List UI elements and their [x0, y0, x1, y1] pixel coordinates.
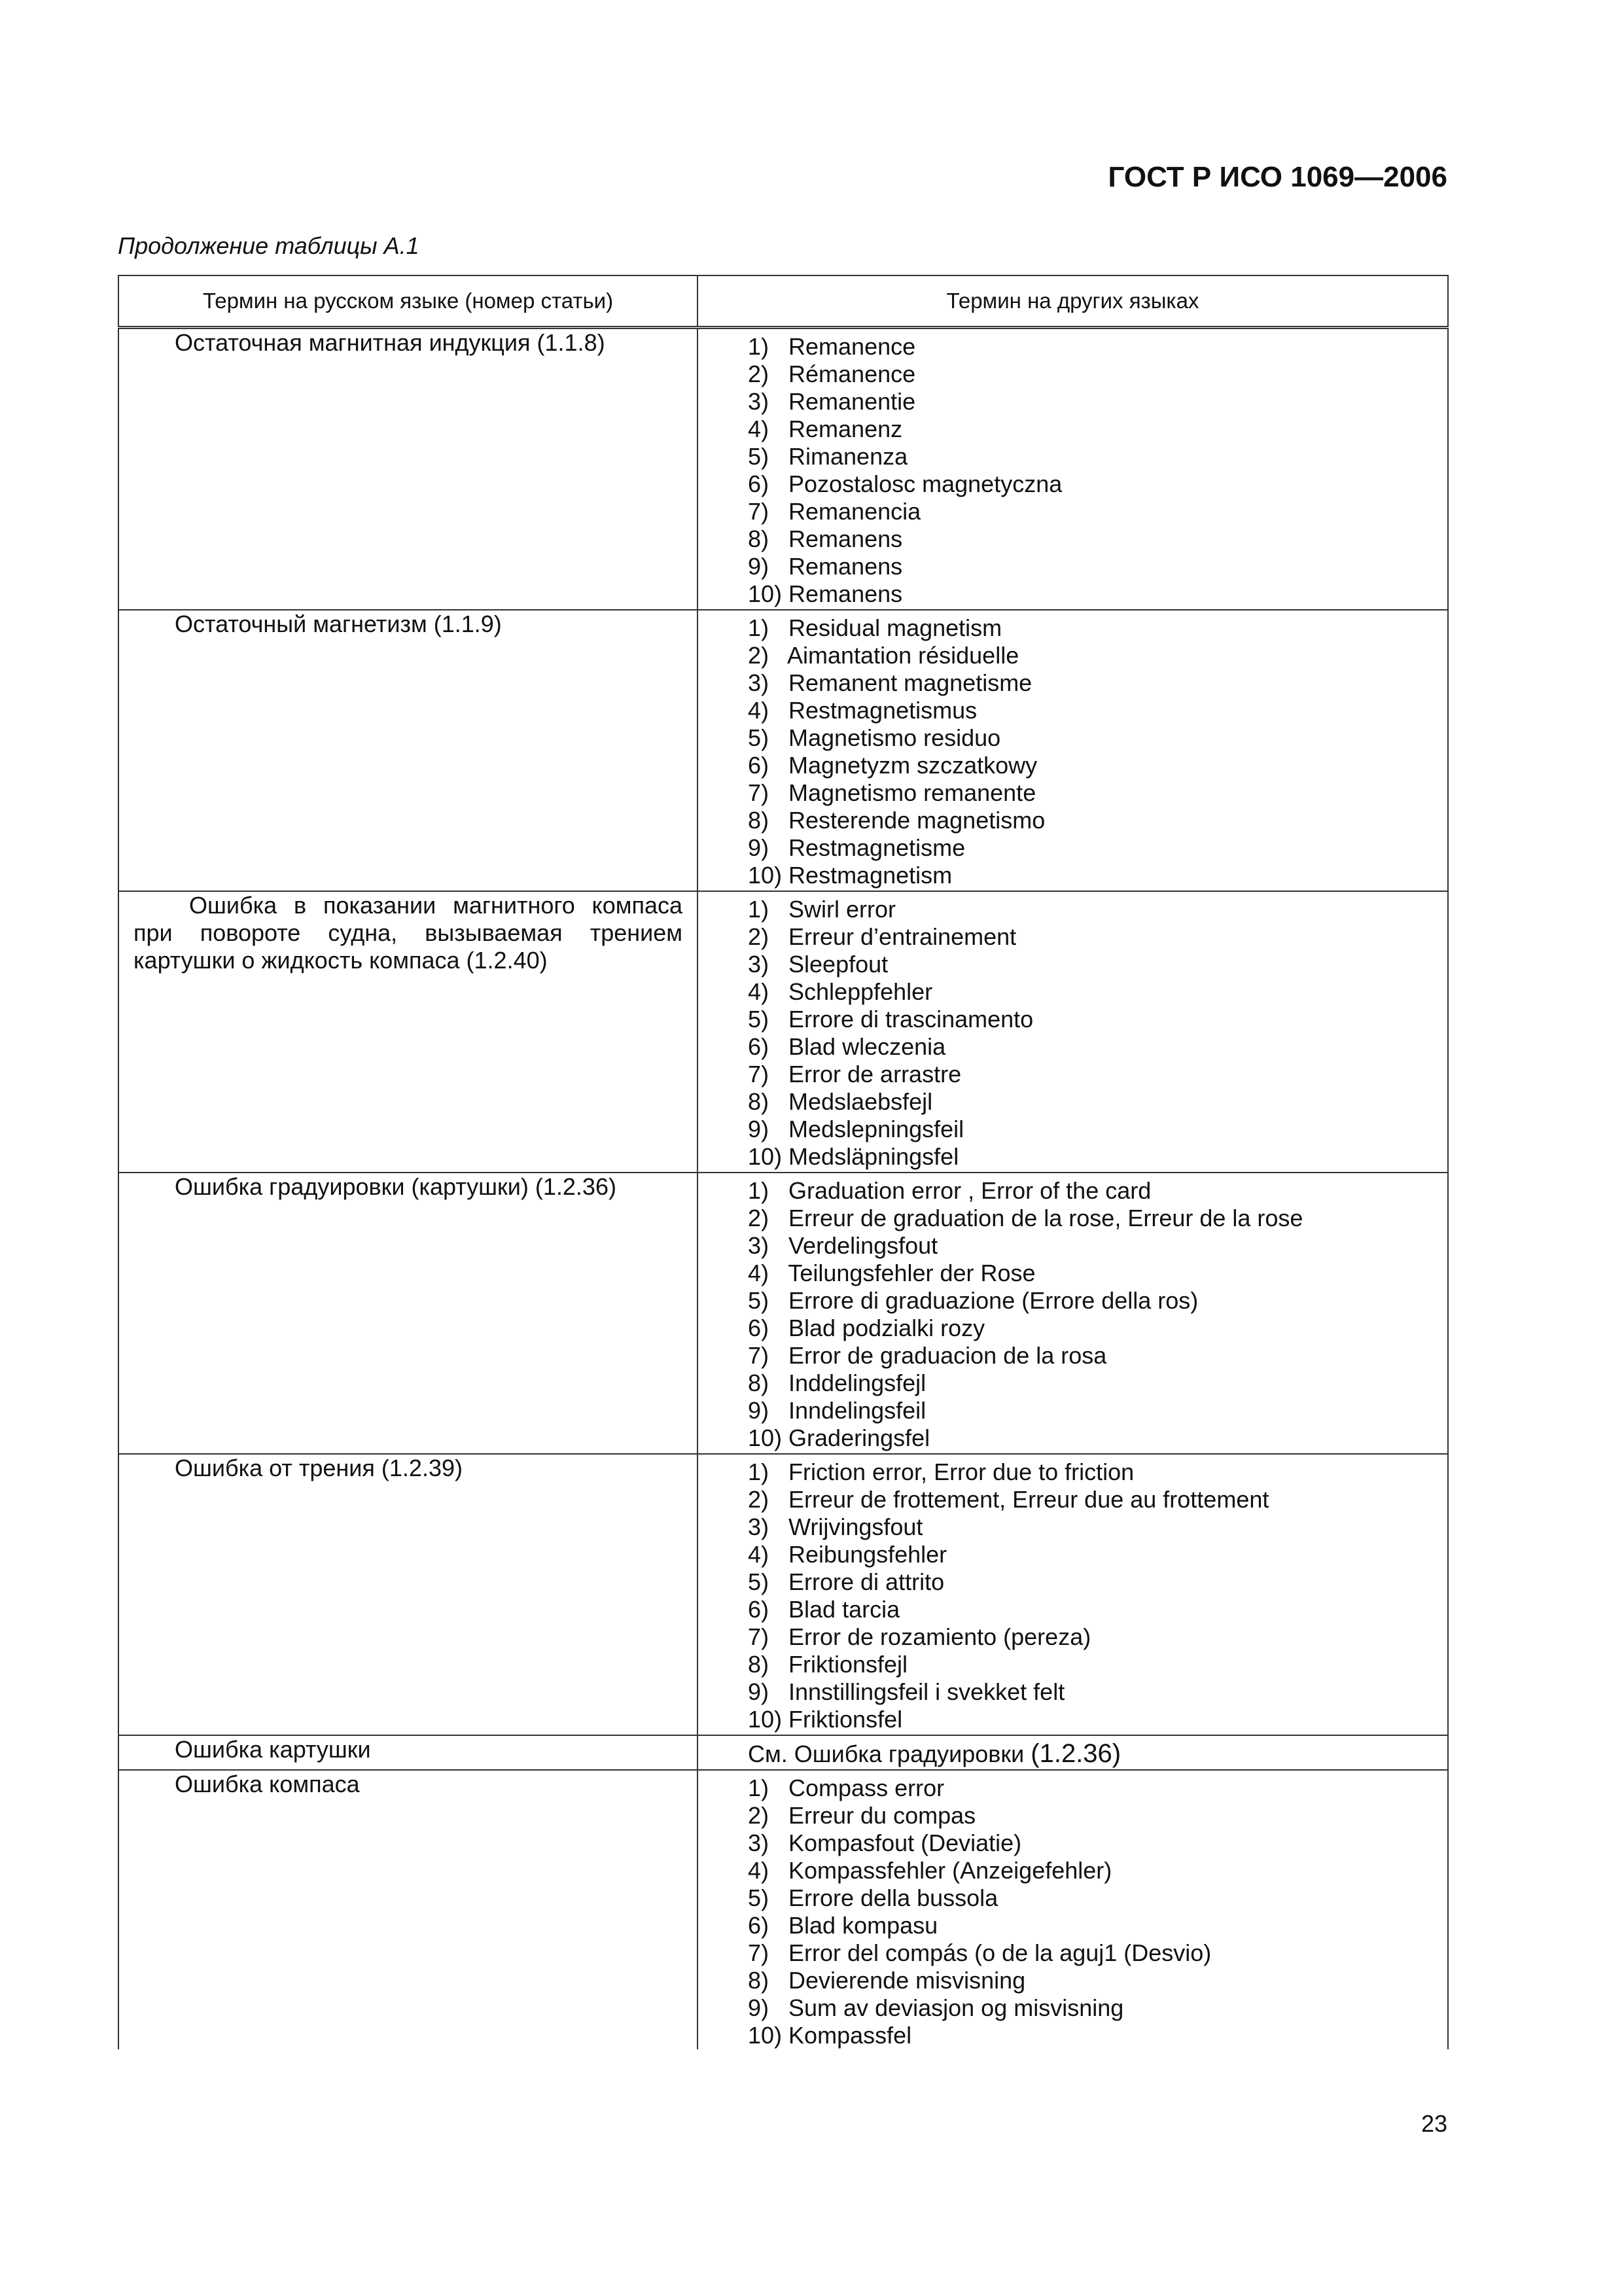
translation-item [748, 1232, 1447, 1260]
russian-term-cell: Ошибка компаса [118, 1770, 697, 2049]
translation-text: Inndelingsfeil [788, 1397, 927, 1424]
cross-reference-number: (1.2.36) [1031, 1739, 1121, 1768]
translation-text: Resterende magnetismo [788, 807, 1046, 834]
translation-text: Remanentie [788, 388, 916, 415]
translation-text: Rémanence [788, 361, 916, 387]
translation-number: 1) [748, 1775, 769, 1801]
translation-item [748, 1857, 1447, 1884]
translation-text: Graderingsfel [788, 1424, 930, 1451]
translation-number: 9) [748, 834, 769, 861]
translation-text: Schleppfehler [788, 978, 933, 1005]
translation-number: 1) [748, 1177, 769, 1204]
translation-item [748, 1513, 1447, 1541]
translation-number: 6) [748, 1315, 769, 1341]
translation-text: Compass error [788, 1775, 945, 1801]
translation-number: 8) [748, 525, 769, 552]
translation-text: Medsläpningsfel [788, 1143, 959, 1170]
russian-term-cell: Ошибка градуировки (картушки) (1.2.36) [118, 1173, 697, 1454]
translation-text: Swirl error [788, 896, 896, 923]
translation-text: Kompasfout (Deviatie) [788, 1829, 1022, 1856]
translation-item [748, 779, 1447, 807]
translation-number: 2) [748, 923, 769, 950]
translation-item [748, 1912, 1447, 1939]
translation-text: Kompassfel [788, 2022, 912, 2049]
translation-text: Devierende misvisning [788, 1967, 1026, 1994]
translation-item [748, 1775, 1447, 1802]
column-header-russian-term: Термин на русском языке (номер статьи) [118, 275, 697, 328]
translation-item [748, 1706, 1447, 1733]
translation-text: Blad kompasu [788, 1912, 938, 1939]
translation-number: 5) [748, 1006, 769, 1033]
terms-table-body [118, 328, 1448, 2050]
translation-item [748, 978, 1447, 1006]
translation-text: Verdelingsfout [788, 1232, 938, 1259]
translation-item [748, 1424, 1447, 1452]
translation-text: Remanencia [788, 498, 921, 525]
translation-text: Remanens [788, 525, 903, 552]
translation-list [698, 1775, 1447, 2049]
translation-number: 8) [748, 1088, 769, 1115]
translation-number: 3) [748, 1232, 769, 1259]
translation-number: 10) [748, 1143, 783, 1170]
translation-number: 4) [748, 697, 769, 724]
translation-item [748, 1397, 1447, 1424]
translation-text: Blad wleczenia [788, 1033, 946, 1060]
translation-item [748, 525, 1447, 553]
table-row [118, 1770, 1448, 2049]
translation-number: 2) [748, 642, 769, 669]
translation-text: Errore di trascinamento [788, 1006, 1034, 1033]
translation-item [748, 1939, 1447, 1967]
translation-text: Errore di attrito [788, 1568, 945, 1595]
translation-text: Erreur de graduation de la rose, Erreur de la rose [788, 1205, 1303, 1231]
translation-item [748, 1177, 1447, 1205]
translation-item [748, 1967, 1447, 1994]
translation-item [748, 580, 1447, 608]
translation-number: 1) [748, 896, 769, 923]
translation-list [698, 333, 1447, 608]
translation-text: Error del compás (o de la aguj1 (Desvio) [788, 1939, 1212, 1966]
translation-item [748, 1287, 1447, 1315]
translation-text: Remanenz [788, 415, 903, 442]
translation-text: Erreur de frottement, Erreur due au frottement [788, 1486, 1269, 1513]
translations-cell [697, 1735, 1448, 1770]
translation-item [748, 1458, 1447, 1486]
translation-number: 8) [748, 1651, 769, 1678]
translations-cell [697, 1770, 1448, 2049]
translation-item [748, 642, 1447, 669]
cross-reference-text: См. Ошибка градуировки [748, 1740, 1025, 1767]
translation-number: 10) [748, 2022, 783, 2049]
column-header-other-languages: Термин на других языках [697, 275, 1448, 328]
translation-item [748, 470, 1447, 498]
translation-item [748, 669, 1447, 697]
translation-number: 5) [748, 1287, 769, 1314]
translation-item [748, 807, 1447, 834]
translation-list [698, 1177, 1447, 1452]
translation-text: Friction error, Error due to friction [788, 1458, 1135, 1485]
translations-cell [697, 1454, 1448, 1735]
translation-text: Graduation error , Error of the card [788, 1177, 1152, 1204]
translation-item [748, 1260, 1447, 1287]
translation-text: Errore di graduazione (Errore della ros) [788, 1287, 1199, 1314]
translation-number: 9) [748, 1397, 769, 1424]
translation-number: 10) [748, 1706, 783, 1733]
translation-text: Rimanenza [788, 443, 908, 470]
translation-text: Magnetyzm szczatkowy [788, 752, 1038, 779]
translation-item [748, 1994, 1447, 2022]
translation-item [748, 361, 1447, 388]
translation-text: Errore della bussola [788, 1884, 998, 1911]
translation-number: 7) [748, 1623, 769, 1650]
translation-item [748, 1623, 1447, 1651]
translation-text: Residual magnetism [788, 614, 1002, 641]
translation-number: 8) [748, 1967, 769, 1994]
translation-number: 7) [748, 1342, 769, 1369]
terms-table [118, 275, 1449, 2049]
translation-text: Blad podzialki rozy [788, 1315, 985, 1341]
translation-text: Restmagnetism [788, 862, 953, 889]
translation-number: 7) [748, 498, 769, 525]
translation-item [748, 333, 1447, 361]
translation-text: Remanens [788, 580, 903, 607]
translations-cell [697, 328, 1448, 610]
translation-number: 4) [748, 1541, 769, 1568]
translation-item [748, 2022, 1447, 2049]
translation-item [748, 752, 1447, 779]
translation-number: 5) [748, 1568, 769, 1595]
translations-cell [697, 610, 1448, 891]
translation-item [748, 834, 1447, 862]
translation-text: Teilungsfehler der Rose [788, 1260, 1036, 1286]
translation-number: 6) [748, 1596, 769, 1623]
russian-term-cell: Ошибка от трения (1.2.39) [118, 1454, 697, 1735]
translation-text: Erreur du compas [788, 1802, 976, 1829]
translation-number: 2) [748, 1802, 769, 1829]
translation-number: 3) [748, 1513, 769, 1540]
translation-number: 6) [748, 752, 769, 779]
translation-number: 9) [748, 1116, 769, 1142]
russian-term-cell: Остаточный магнетизм (1.1.9) [118, 610, 697, 891]
translation-number: 3) [748, 388, 769, 415]
table-row [118, 1173, 1448, 1454]
translation-item [748, 923, 1447, 951]
translation-number: 7) [748, 1939, 769, 1966]
russian-term-cell: Ошибка картушки [118, 1735, 697, 1770]
translation-item [748, 1315, 1447, 1342]
translation-item [748, 1884, 1447, 1912]
translation-number: 10) [748, 1424, 783, 1451]
translation-text: Friktionsfel [788, 1706, 903, 1733]
cross-reference [698, 1740, 1447, 1768]
translation-number: 4) [748, 1857, 769, 1884]
russian-term-cell: Остаточная магнитная индукция (1.1.8) [118, 328, 697, 610]
translation-item [748, 697, 1447, 724]
translation-number: 8) [748, 807, 769, 834]
translation-text: Erreur d’entrainement [788, 923, 1017, 950]
translation-text: Error de arrastre [788, 1061, 962, 1087]
translation-text: Blad tarcia [788, 1596, 900, 1623]
translation-number: 5) [748, 443, 769, 470]
translation-list [698, 896, 1447, 1171]
translation-item [748, 724, 1447, 752]
translation-text: Restmagnetismus [788, 697, 978, 724]
translation-number: 10) [748, 580, 783, 607]
translation-number: 10) [748, 862, 783, 889]
translation-item [748, 1006, 1447, 1033]
translation-item [748, 1486, 1447, 1513]
translation-text: Magnetismo residuo [788, 724, 1001, 751]
translation-text: Remanent magnetisme [788, 669, 1033, 696]
translations-cell [697, 891, 1448, 1173]
table-row [118, 1454, 1448, 1735]
translation-item [748, 1033, 1447, 1061]
translation-text: Wrijvingsfout [788, 1513, 923, 1540]
translation-number: 7) [748, 1061, 769, 1087]
table-row [118, 610, 1448, 891]
translation-number: 4) [748, 978, 769, 1005]
translation-number: 6) [748, 1912, 769, 1939]
translation-item [748, 1568, 1447, 1596]
translation-item [748, 443, 1447, 470]
translation-list [698, 614, 1447, 889]
translation-item [748, 1829, 1447, 1857]
translation-item [748, 388, 1447, 415]
translation-text: Innstillingsfeil i svekket felt [788, 1678, 1065, 1705]
table-row [118, 328, 1448, 610]
translation-number: 3) [748, 951, 769, 978]
translation-text: Aimantation résiduelle [787, 642, 1019, 669]
translation-number: 5) [748, 724, 769, 751]
translation-item [748, 1541, 1447, 1568]
translation-item [748, 1651, 1447, 1678]
translation-item [748, 1596, 1447, 1623]
translation-item [748, 1088, 1447, 1116]
translation-text: Sleepfout [788, 951, 889, 978]
translation-number: 4) [748, 1260, 769, 1286]
translation-number: 7) [748, 779, 769, 806]
translation-item [748, 415, 1447, 443]
translation-text: Remanens [788, 553, 903, 580]
page-number: 23 [1421, 2110, 1447, 2137]
translation-item [748, 553, 1447, 580]
translation-number: 8) [748, 1369, 769, 1396]
translation-item [748, 1116, 1447, 1143]
translation-number: 3) [748, 1829, 769, 1856]
translation-text: Medslepningsfeil [788, 1116, 964, 1142]
table-row [118, 1735, 1448, 1770]
translation-text: Error de graduacion de la rosa [788, 1342, 1107, 1369]
table-row [118, 891, 1448, 1173]
translation-item [748, 1342, 1447, 1369]
translation-text: Error de rozamiento (pereza) [788, 1623, 1091, 1650]
russian-term-cell: Ошибка в показании магнитного компаса при повороте судна, вызываемая трением картушки о жидкость компаса (1.2.40) [118, 891, 697, 1173]
translation-number: 6) [748, 470, 769, 497]
translation-number: 1) [748, 1458, 769, 1485]
table-continuation-label: Продолжение таблицы А.1 [118, 232, 419, 259]
translation-text: Inddelingsfejl [788, 1369, 927, 1396]
translation-number: 1) [748, 614, 769, 641]
translation-text: Remanence [788, 333, 916, 360]
translation-text: Reibungsfehler [788, 1541, 947, 1568]
table-header-row [118, 275, 1448, 328]
translation-number: 9) [748, 1994, 769, 2021]
translation-text: Medslaebsfejl [788, 1088, 933, 1115]
translation-number: 6) [748, 1033, 769, 1060]
translation-item [748, 1061, 1447, 1088]
translation-item [748, 1678, 1447, 1706]
translation-text: Kompassfehler (Anzeigefehler) [788, 1857, 1112, 1884]
translation-item [748, 1369, 1447, 1397]
translation-text: Friktionsfejl [788, 1651, 908, 1678]
translation-item [748, 498, 1447, 525]
translation-item [748, 1205, 1447, 1232]
translation-list [698, 1458, 1447, 1733]
translation-number: 2) [748, 1486, 769, 1513]
translation-text: Restmagnetisme [788, 834, 966, 861]
translation-item [748, 896, 1447, 923]
translation-number: 3) [748, 669, 769, 696]
translation-item [748, 1802, 1447, 1829]
translation-text: Sum av deviasjon og misvisning [788, 1994, 1124, 2021]
translation-number: 5) [748, 1884, 769, 1911]
translations-cell [697, 1173, 1448, 1454]
translation-item [748, 1143, 1447, 1171]
translation-text: Magnetismo remanente [788, 779, 1036, 806]
document-code: ГОСТ Р ИСО 1069—2006 [1108, 161, 1447, 193]
translation-item [748, 951, 1447, 978]
translation-number: 1) [748, 333, 769, 360]
translation-item [748, 614, 1447, 642]
translation-text: Pozostalosc magnetyczna [788, 470, 1063, 497]
translation-number: 9) [748, 553, 769, 580]
translation-item [748, 862, 1447, 889]
translation-number: 9) [748, 1678, 769, 1705]
translation-number: 4) [748, 415, 769, 442]
translation-number: 2) [748, 1205, 769, 1231]
translation-number: 2) [748, 361, 769, 387]
